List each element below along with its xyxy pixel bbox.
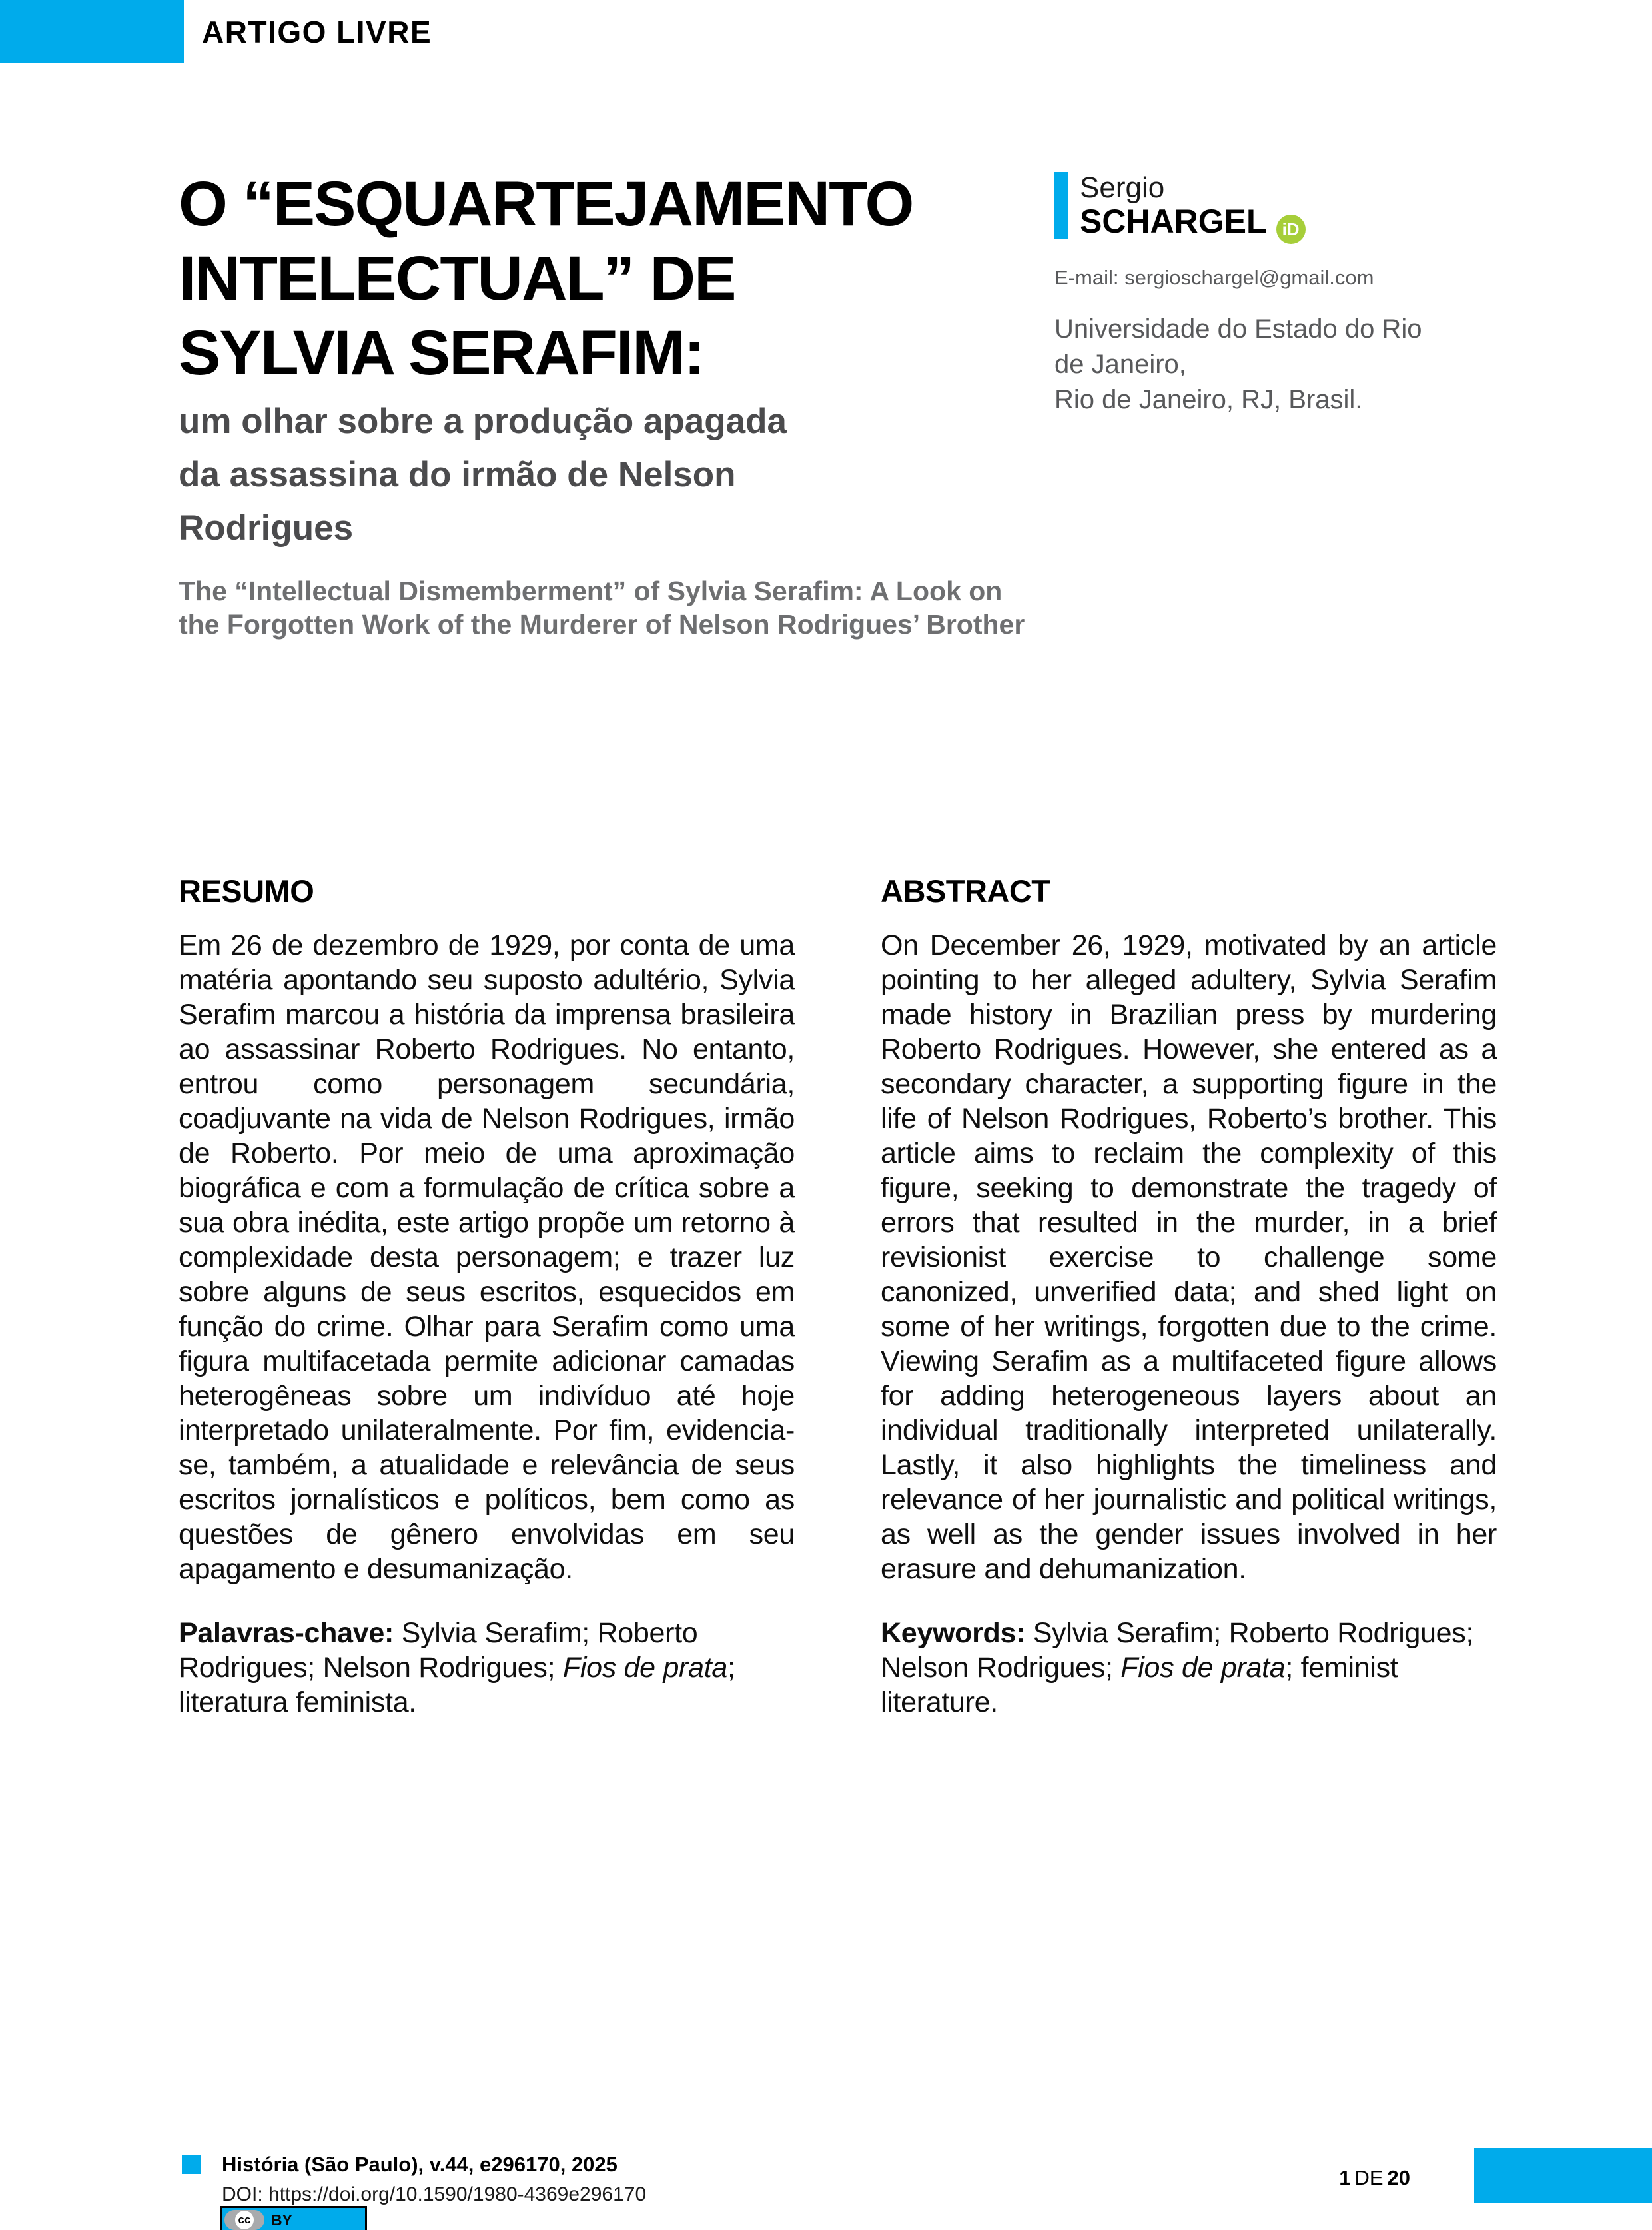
resumo-section: [179, 875, 795, 1720]
author-affiliation-line: Rio de Janeiro, RJ, Brasil.: [1054, 385, 1363, 414]
author-names: [1080, 172, 1306, 244]
article-title: [179, 167, 1025, 390]
abstract-body: On December 26, 1929, motivated by an article pointing to her alleged adultery, Sylvia Serafim made history in Brazilian press by murdering Roberto Rodrigues. However, she entered as a secondary character, a supporting figure in the life of Nelson Rodrigues, Roberto’s brother. This article aims to reclaim the complexity of this figure, seeking to demonstrate the tragedy of errors that resulted in the murder, in a brief revisionist exercise to challenge some canonized, unverified data; and shed light on some of her writings, forgotten due to the crime. Viewing Serafim as a multifaceted figure allows for adding heterogeneous layers about an individual traditionally interpreted unilaterally. Lastly, it also highlights the timeliness and relevance of her journalistic and political writings, as well as the gender issues involved in her erasure and dehumanization.: [881, 929, 1497, 1585]
journal-citation: História (São Paulo), v.44, e296170, 2025: [222, 2153, 618, 2176]
header-accent-bar: [0, 0, 184, 63]
abstract-keywords-tail: ; feminist literature.: [881, 1652, 1398, 1718]
abstract-keywords: [881, 1616, 1497, 1720]
resumo-keywords-text: Sylvia Serafim; Roberto Rodrigues; Nelson Rodrigues;: [179, 1617, 698, 1684]
author-email[interactable]: E-mail: sergioschargel@gmail.com: [1054, 266, 1374, 289]
article-title-english-line: the Forgotten Work of the Murderer of Nelson Rodrigues’ Brother: [179, 609, 1025, 640]
article-subtitle-line: Rodrigues: [179, 508, 354, 548]
author-affiliation-line: Universidade do Estado do Rio: [1054, 314, 1422, 344]
page-current: 1: [1339, 2166, 1351, 2189]
resumo-keywords-label: Palavras-chave:: [179, 1617, 394, 1649]
article-title-english: [179, 574, 1044, 641]
author-name-row: [1054, 172, 1494, 244]
section-kicker: ARTIGO LIVRE: [202, 15, 432, 49]
footer-accent-square: [182, 2155, 201, 2174]
footer-accent-rect: [1474, 2148, 1652, 2203]
author-affiliation: [1054, 312, 1494, 418]
article-title-line: INTELECTUAL” DE: [179, 243, 735, 314]
article-subtitle-line: da assassina do irmão de Nelson: [179, 455, 736, 494]
cc-license-label: BY: [271, 2211, 292, 2229]
author-block: [1054, 172, 1494, 418]
resumo-keywords: [179, 1616, 795, 1720]
resumo-keywords-tail: ; literatura feminista.: [179, 1652, 735, 1718]
author-last-name-row: [1080, 204, 1306, 244]
abstract-heading: ABSTRACT: [881, 873, 1050, 909]
cc-icon-pill: [224, 2210, 264, 2230]
article-title-english-line: The “Intellectual Dismemberment” of Sylvia Serafim: A Look on: [179, 576, 1003, 606]
abstract-keywords-text: Sylvia Serafim; Roberto Rodrigues; Nelson Rodrigues;: [881, 1617, 1474, 1684]
doi-link[interactable]: DOI: https://doi.org/10.1590/1980-4369e296170: [222, 2183, 647, 2205]
resumo-heading: RESUMO: [179, 873, 314, 909]
resumo-keywords-italic: Fios de prata: [562, 1652, 727, 1684]
page-indicator: [1264, 2165, 1410, 2191]
orcid-icon[interactable]: iD: [1276, 215, 1306, 244]
page-total: 20: [1387, 2166, 1410, 2189]
cc-license-badge[interactable]: [220, 2206, 367, 2230]
author-first-name: Sergio: [1080, 171, 1165, 204]
abstract-keywords-label: Keywords:: [881, 1617, 1026, 1649]
author-affiliation-line: de Janeiro,: [1054, 350, 1186, 379]
abstract-keywords-italic: Fios de prata: [1120, 1652, 1286, 1684]
abstract-section: [881, 875, 1497, 1720]
resumo-body: Em 26 de dezembro de 1929, por conta de uma matéria apontando seu suposto adultério, Sylvia Serafim marcou a história da imprensa brasileira ao assassinar Roberto Rodrigues. No entanto, entrou como personagem secundária, coadjuvante na vida de Nelson Rodrigues, irmão de Roberto. Por meio de uma aproximação biográfica e com a formulação de crítica sobre a sua obra inédita, este artigo propõe um retorno à complexidade desta personagem; e trazer luz sobre alguns de seus escritos, esquecidos em função do crime. Olhar para Serafim como uma figura multifacetada permite adicionar camadas heterogêneas sobre um indivíduo até hoje interpretado unilateralmente. Por fim, evidencia-se, também, a atualidade e relevância de seus escritos jornalísticos e políticos, bem como as questões de gênero envolvidas em seu apagamento e desumanização.: [179, 929, 795, 1585]
article-subtitle: [179, 395, 1025, 555]
article-title-line: SYLVIA SERAFIM:: [179, 318, 704, 388]
article-title-line: O “ESQUARTEJAMENTO: [179, 169, 913, 239]
cc-icon: cc: [235, 2211, 254, 2229]
author-last-name: SCHARGEL: [1080, 203, 1267, 240]
author-accent-bar: [1054, 172, 1068, 239]
article-subtitle-line: um olhar sobre a produção apagada: [179, 402, 787, 441]
page-separator: DE: [1354, 2166, 1384, 2189]
